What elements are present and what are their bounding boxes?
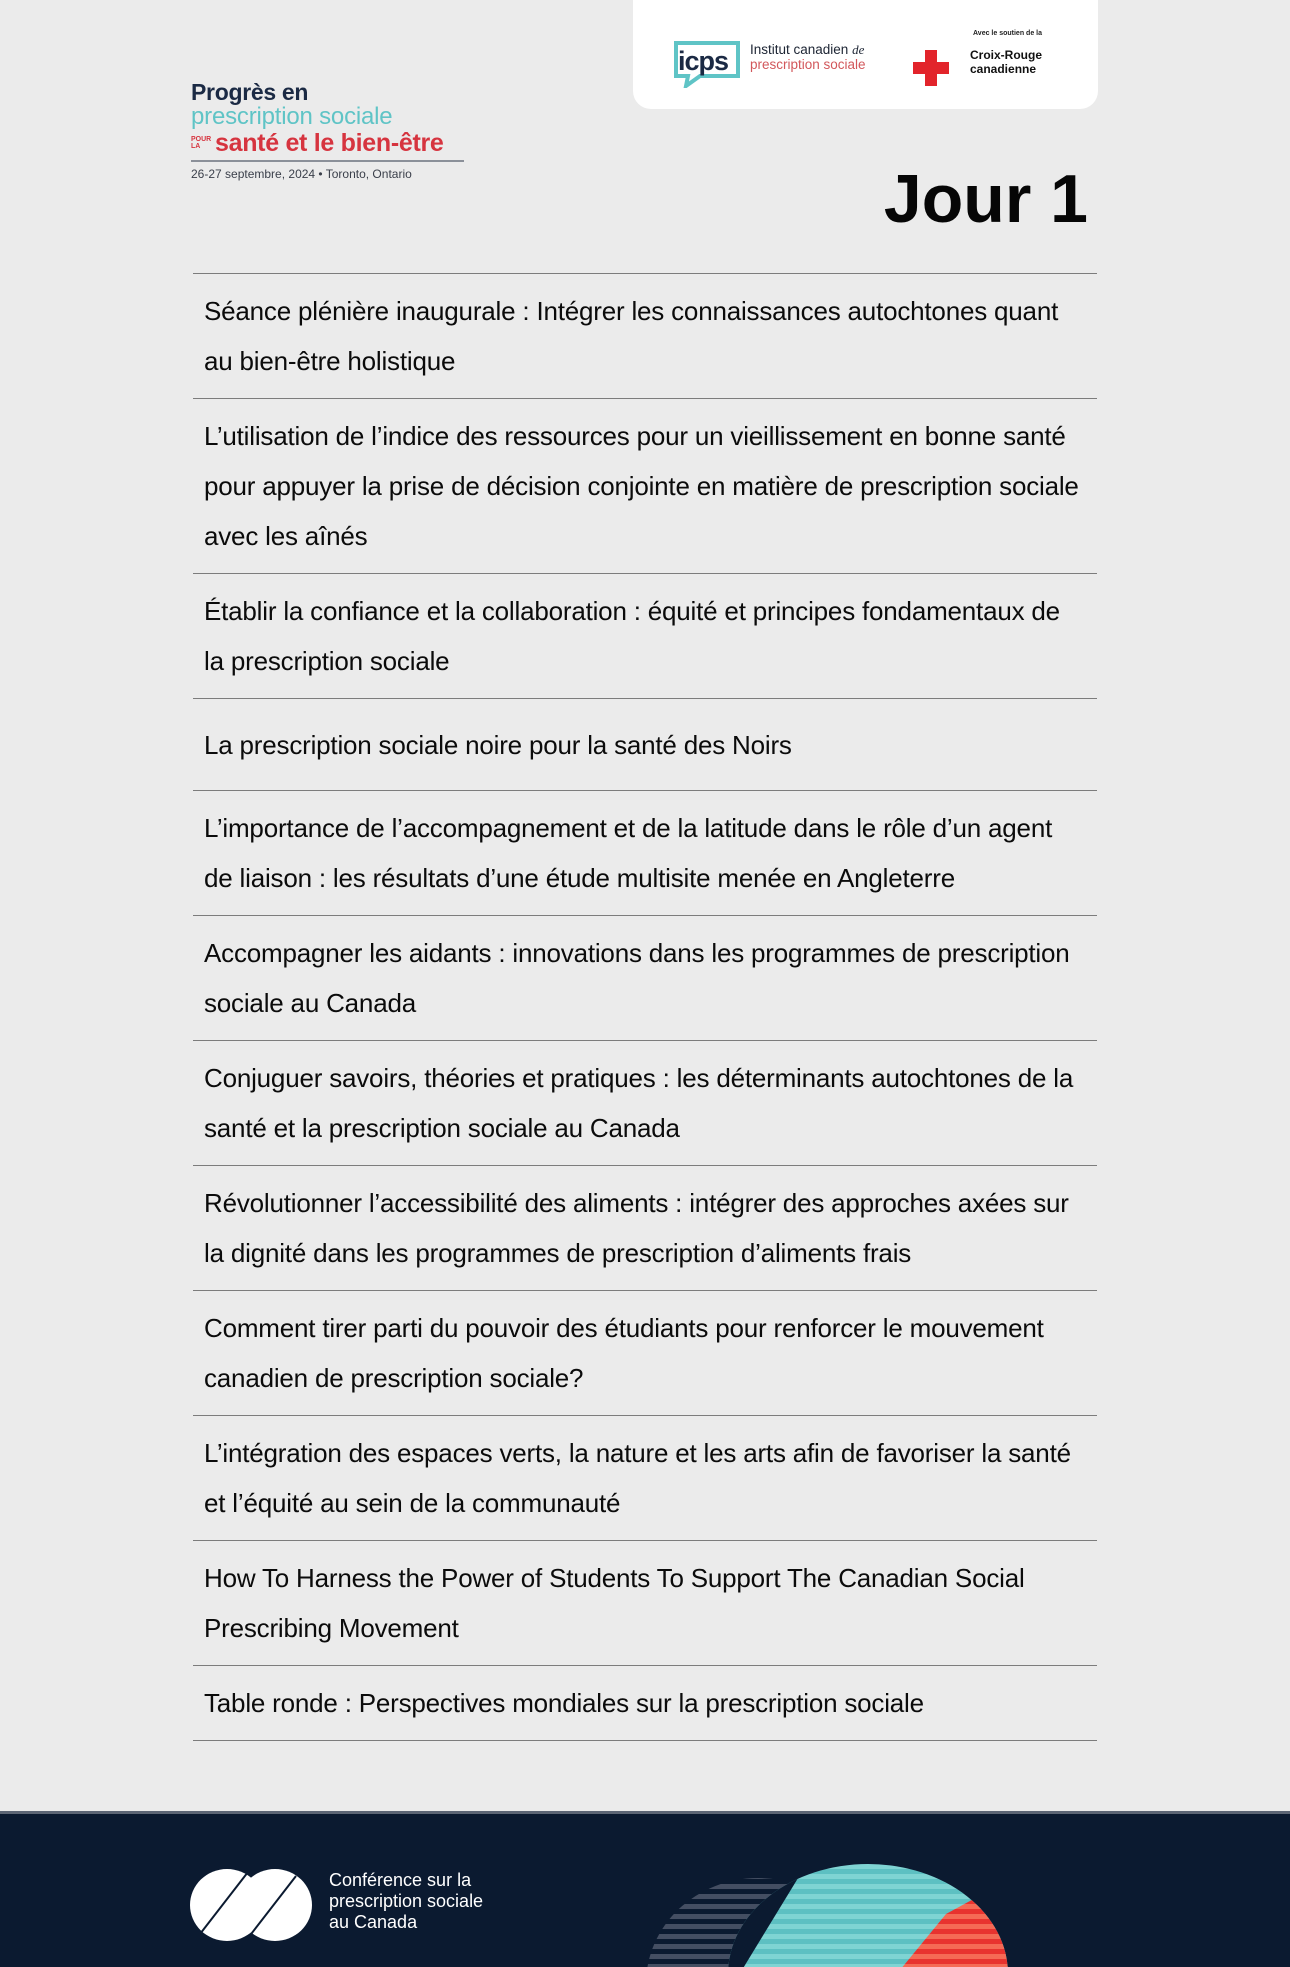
event-logo xyxy=(191,80,471,181)
session-item: La prescription sociale noire pour la santé des Noirs xyxy=(193,699,1097,791)
session-item: Table ronde : Perspectives mondiales sur la prescription sociale xyxy=(193,1666,1097,1741)
event-logo-line2: prescription sociale xyxy=(191,103,393,130)
event-logo-pour-la: POUR LA xyxy=(191,136,212,150)
decorative-striped-shapes-icon xyxy=(630,1814,1130,1967)
event-logo-sante: santé et le bien-être xyxy=(215,129,444,157)
icps-logo-icon xyxy=(672,40,744,88)
conference-logo-icon xyxy=(190,1868,312,1942)
session-item: L’importance de l’accompagnement et de la latitude dans le rôle d’un agent de liaison : les résultats d’une étude multisite menée en Angleterre xyxy=(193,791,1097,916)
red-cross-name: Croix-Rouge canadienne xyxy=(970,48,1042,76)
session-item: Conjuguer savoirs, théories et pratiques : les déterminants autochtones de la santé et la prescription sociale au Canada xyxy=(193,1041,1097,1166)
session-item: Établir la confiance et la collaboration : équité et principes fondamentaux de la prescription sociale xyxy=(193,574,1097,699)
event-logo-divider xyxy=(191,160,464,162)
session-item: How To Harness the Power of Students To Support The Canadian Social Prescribing Movement xyxy=(193,1541,1097,1666)
session-item: Révolutionner l’accessibilité des aliments : intégrer des approches axées sur la dignité dans les programmes de prescription d’aliments frais xyxy=(193,1166,1097,1291)
sponsor-card xyxy=(633,0,1098,109)
session-item: L’utilisation de l’indice des ressources pour un vieillissement en bonne santé pour appuyer la prise de décision conjointe en matière de prescription sociale avec les aînés xyxy=(193,399,1097,574)
event-logo-line1: Progrès en xyxy=(191,79,309,105)
event-date-location: 26-27 septembre, 2024 • Toronto, Ontario xyxy=(191,167,412,181)
event-logo-line3 xyxy=(191,130,471,156)
day-title: Jour 1 xyxy=(883,161,1088,237)
svg-text:icps: icps xyxy=(678,46,729,76)
session-item: L’intégration des espaces verts, la nature et les arts afin de favoriser la santé et l’équité au sein de la communauté xyxy=(193,1416,1097,1541)
red-cross-icon xyxy=(913,50,949,86)
session-list xyxy=(193,273,1097,1741)
conference-name: Conférence sur la prescription sociale au Canada xyxy=(329,1870,484,1932)
session-item: Séance plénière inaugurale : Intégrer les connaissances autochtones quant au bien-être holistique xyxy=(193,274,1097,399)
icps-name: Institut canadien de prescription sociale xyxy=(750,42,866,72)
footer xyxy=(0,1811,1290,1967)
session-item: Accompagner les aidants : innovations dans les programmes de prescription sociale au Canada xyxy=(193,916,1097,1041)
session-item: Comment tirer parti du pouvoir des étudiants pour renforcer le mouvement canadien de prescription sociale? xyxy=(193,1291,1097,1416)
support-label: Avec le soutien de la xyxy=(973,30,1042,37)
